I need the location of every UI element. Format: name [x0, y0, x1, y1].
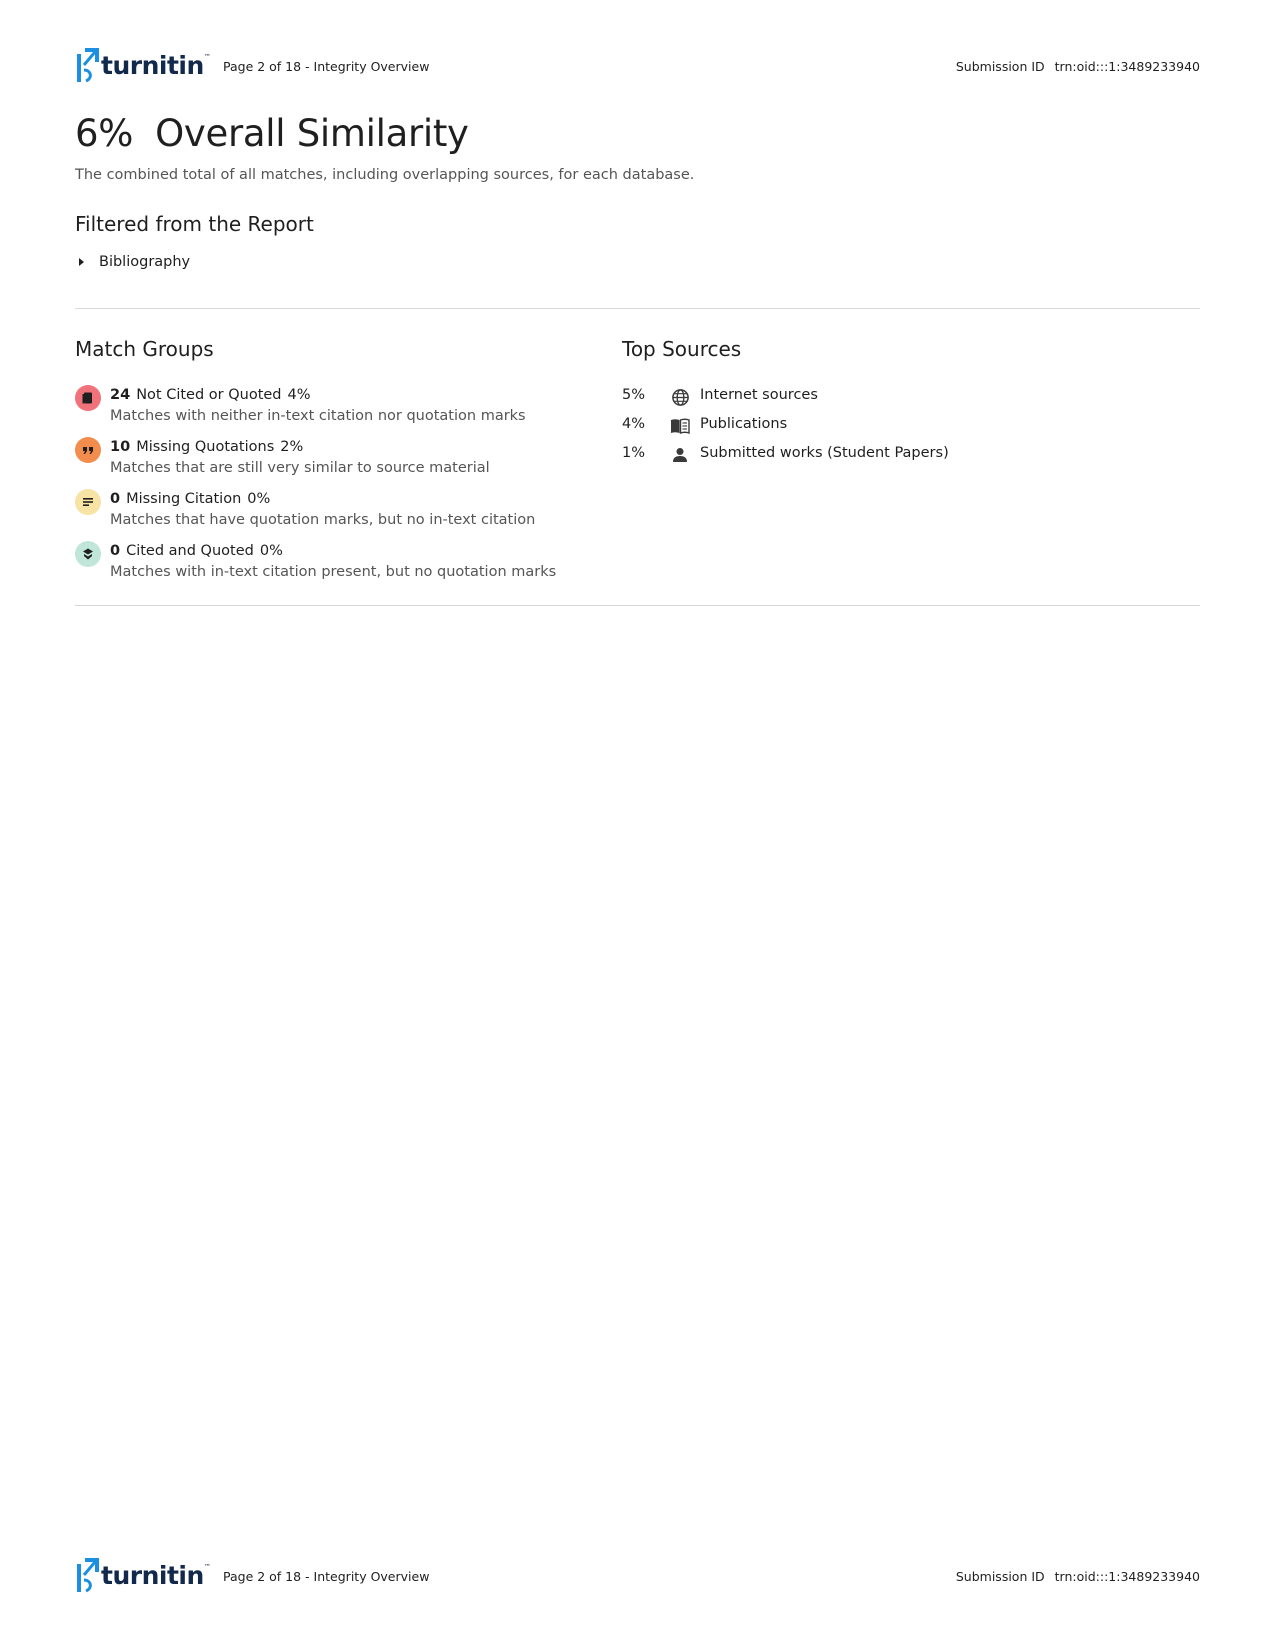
submission-id-label: Submission ID: [955, 59, 1045, 74]
submission-id-label: Submission ID: [955, 1569, 1045, 1584]
match-group-not-cited[interactable]: [75, 384, 595, 436]
source-percent: 1%: [622, 445, 646, 461]
group-description: Matches with in-text citation present, but no quotation marks: [110, 564, 557, 580]
turnitin-logo: turnitin ™: [75, 47, 211, 87]
group-count: 24: [110, 387, 131, 403]
quote-icon: [75, 437, 101, 463]
source-publications[interactable]: [622, 413, 1200, 442]
group-percent: 4%: [287, 387, 311, 403]
group-label: Not Cited or Quoted: [136, 387, 282, 403]
group-count: 0: [110, 491, 121, 507]
group-percent: 2%: [280, 439, 304, 455]
match-group-missing-quotations[interactable]: [75, 436, 595, 488]
lines-icon: [75, 489, 101, 515]
filtered-item-label: Bibliography: [99, 254, 191, 270]
submission-id-value: trn:oid:::1:3489233940: [1054, 59, 1200, 74]
turnitin-logo-icon: [75, 48, 99, 86]
group-percent: 0%: [247, 491, 271, 507]
globe-icon: [670, 387, 690, 407]
top-sources-list: [622, 384, 1200, 471]
source-percent: 4%: [622, 416, 646, 432]
group-description: Matches with neither in-text citation nor quotation marks: [110, 408, 526, 424]
group-description: Matches that are still very similar to source material: [110, 460, 490, 476]
source-label: Internet sources: [700, 387, 818, 403]
top-sources-heading: Top Sources: [622, 337, 742, 361]
shield-icon: [75, 541, 101, 567]
turnitin-logo-icon: [75, 1558, 99, 1596]
logo-wordmark: turnitin: [101, 1560, 204, 1590]
group-percent: 0%: [259, 543, 283, 559]
turnitin-logo: turnitin ™: [75, 1557, 211, 1597]
overview-description: The combined total of all matches, including overlapping sources, for each database.: [75, 167, 695, 183]
group-count: 0: [110, 543, 121, 559]
filtered-item-bibliography[interactable]: [79, 254, 190, 270]
match-group-cited-and-quoted[interactable]: [75, 540, 595, 592]
source-internet[interactable]: [622, 384, 1200, 413]
group-description: Matches that have quotation marks, but no in-text citation: [110, 512, 536, 528]
book-icon: [670, 416, 690, 436]
overall-percent: 6%: [75, 112, 134, 155]
submission-id: [956, 1569, 1200, 1584]
divider: [75, 605, 1200, 606]
page-title: [75, 112, 469, 155]
page-header: [75, 47, 1200, 87]
submission-id: [956, 59, 1200, 74]
match-groups-list: [75, 384, 595, 592]
page-info: Page 2 of 18 - Integrity Overview: [223, 59, 430, 74]
source-label: Publications: [700, 416, 788, 432]
match-groups-heading: Match Groups: [75, 337, 214, 361]
divider: [75, 308, 1200, 309]
filtered-heading: Filtered from the Report: [75, 212, 314, 236]
group-label: Missing Quotations: [136, 439, 275, 455]
page-footer: [75, 1557, 1200, 1597]
submission-id-value: trn:oid:::1:3489233940: [1054, 1569, 1200, 1584]
match-group-missing-citation[interactable]: [75, 488, 595, 540]
group-count: 10: [110, 439, 131, 455]
source-label: Submitted works (Student Papers): [700, 445, 949, 461]
source-submitted-works[interactable]: [622, 442, 1200, 471]
page-info: Page 2 of 18 - Integrity Overview: [223, 1569, 430, 1584]
group-label: Missing Citation: [126, 491, 242, 507]
overall-title: Overall Similarity: [155, 112, 469, 155]
logo-wordmark: turnitin: [101, 50, 204, 80]
group-label: Cited and Quoted: [126, 543, 254, 559]
document-icon: [75, 385, 101, 411]
caret-right-icon: [79, 258, 84, 266]
person-icon: [670, 445, 690, 465]
source-percent: 5%: [622, 387, 646, 403]
